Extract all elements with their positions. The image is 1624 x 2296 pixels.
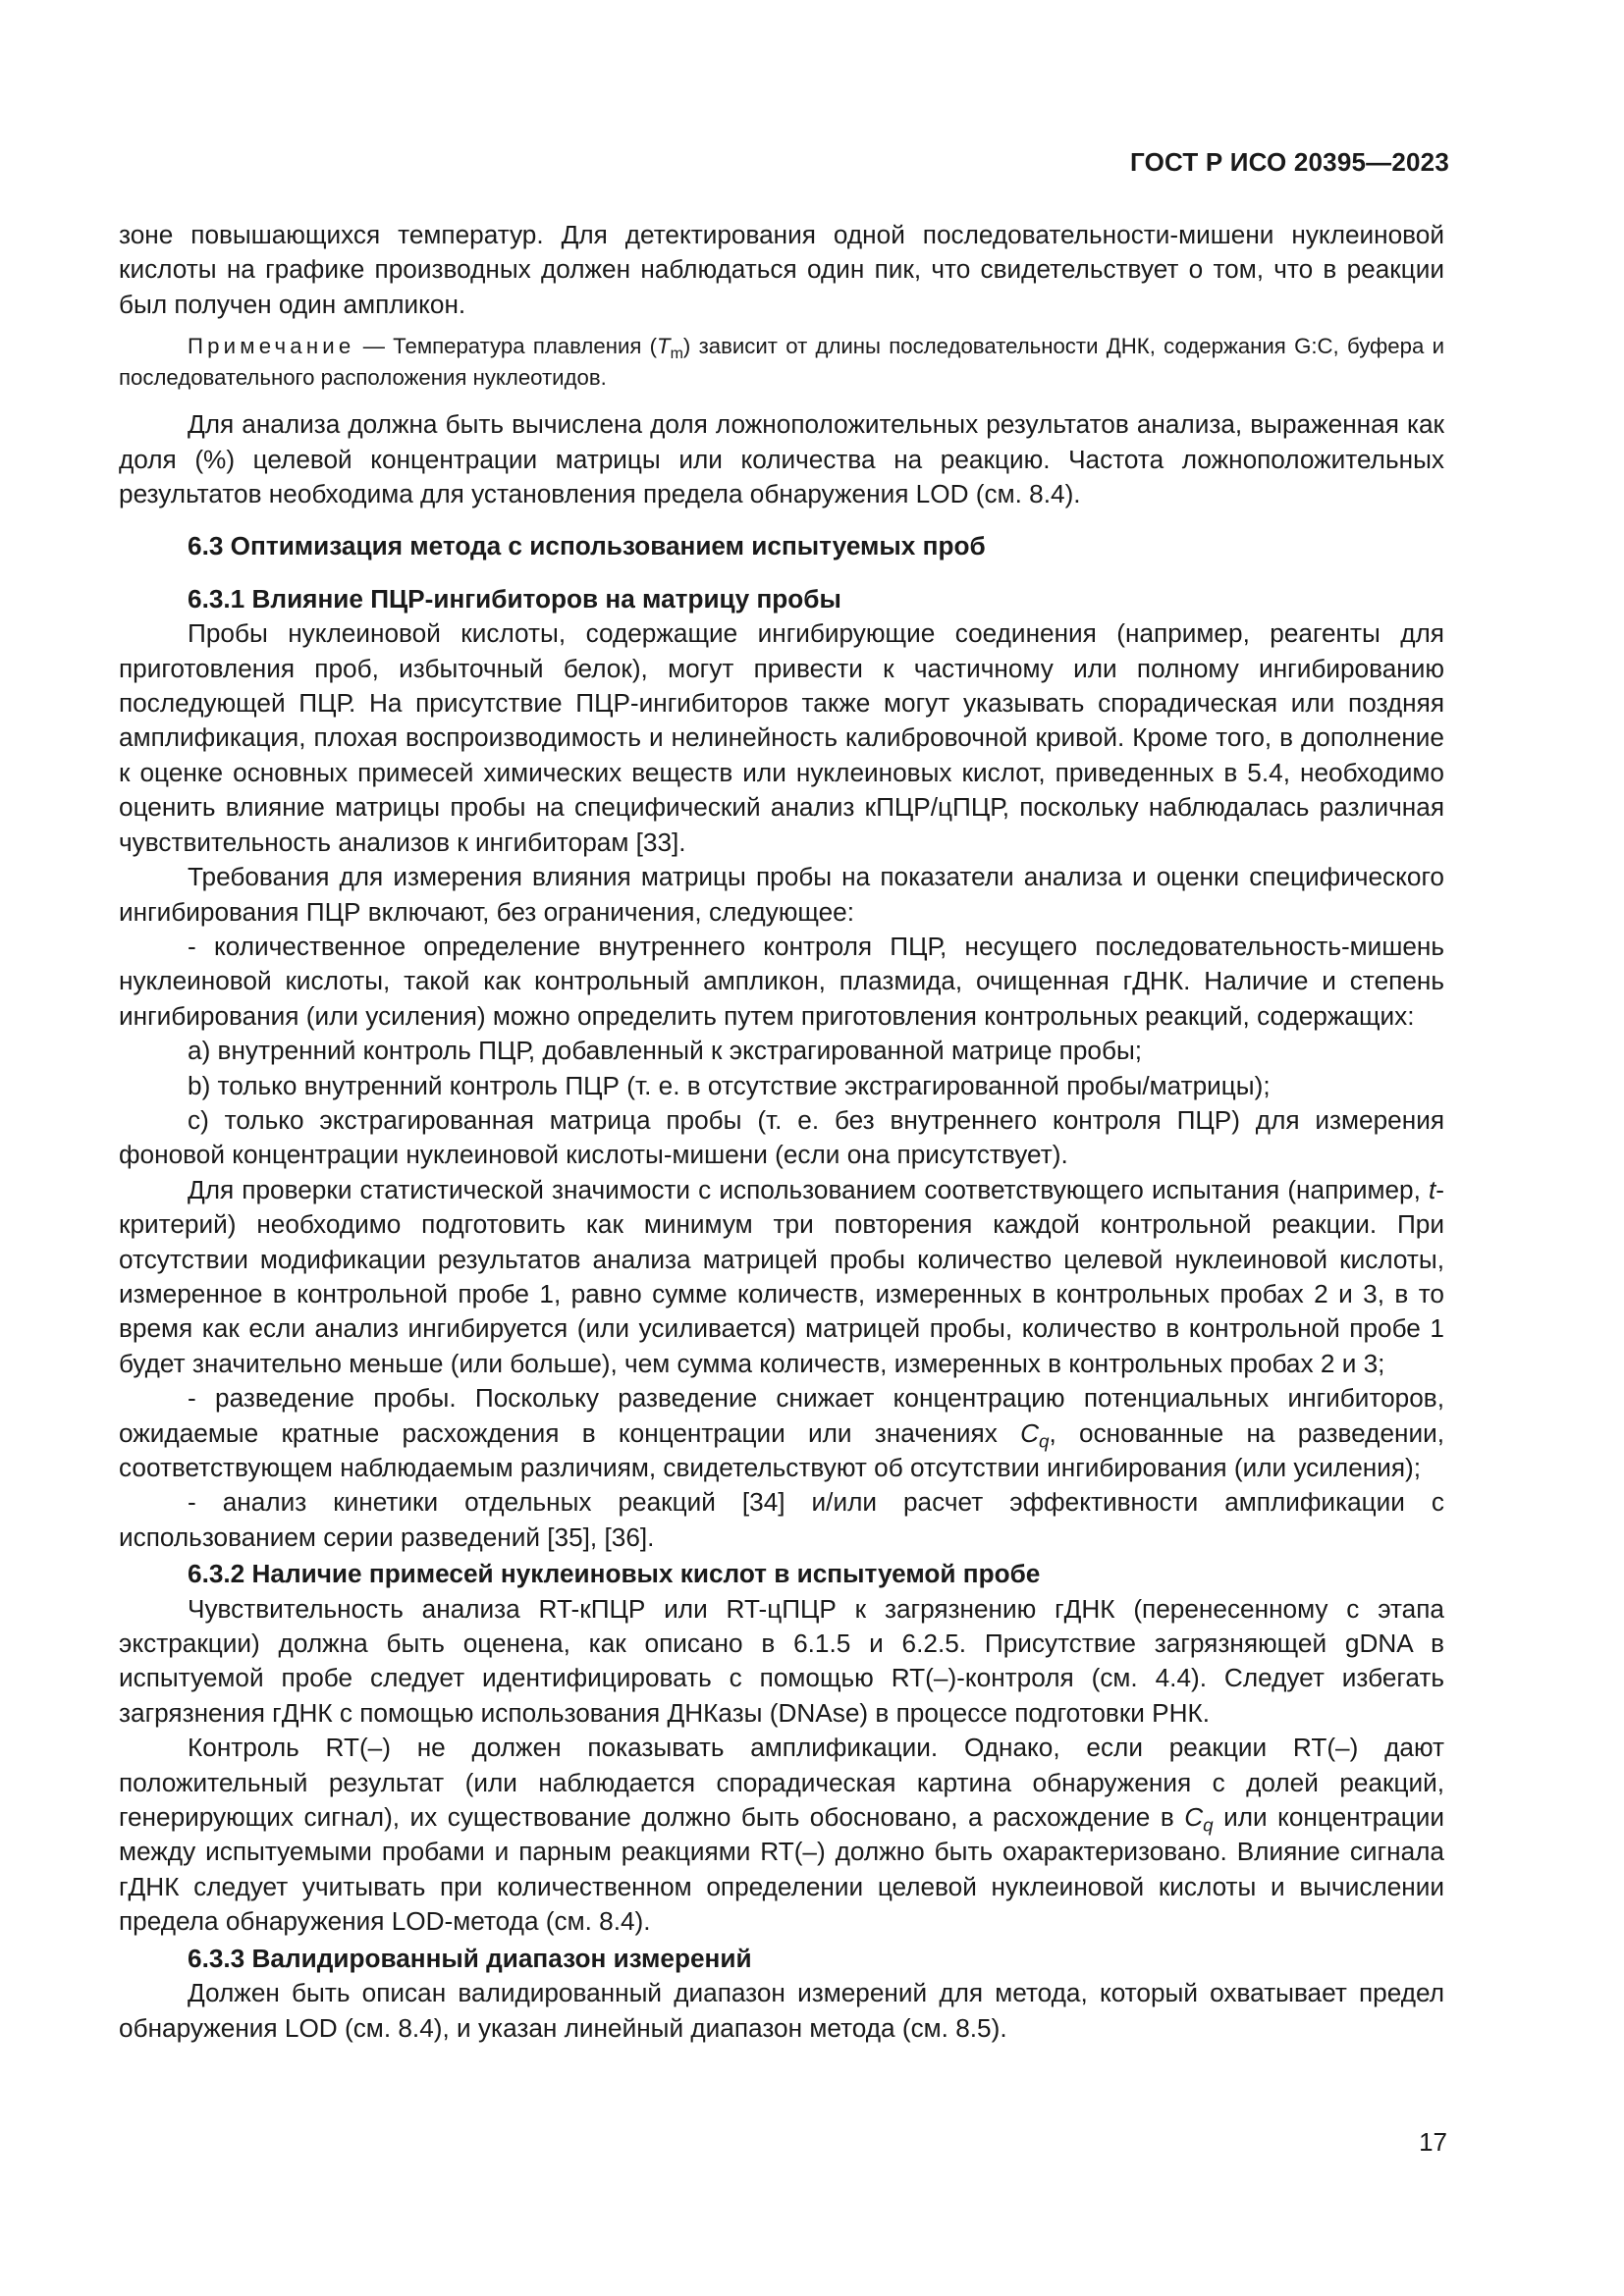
- heading-6-3-1: 6.3.1 Влияние ПЦР-ингибиторов на матрицу пробы: [188, 583, 841, 614]
- page-number: 17: [1419, 2127, 1447, 2157]
- note-label: Примечание: [188, 334, 355, 359]
- heading-6-3-2: 6.3.2 Наличие примесей нуклеиновых кислот в испытуемой пробе: [188, 1559, 1041, 1589]
- cq-subscript-letter: q: [1039, 1430, 1050, 1452]
- rt-control-text-1: Контроль RT(–) не должен показывать амплификации. Однако, если реакции RT(–) дают положительный результат (или наблюдается спорадическая картина обнаружения с долей реакций, генерирующих сигнал), их существование должно быть обосновано, а расхождение в: [119, 1733, 1444, 1833]
- paragraph-kinetics: - анализ кинетики отдельных реакций [34] и/или расчет эффективности амплификации с использованием серии разведений [35], [36].: [119, 1487, 1444, 1552]
- list-item-a: a) внутренний контроль ПЦР, добавленный к экстрагированной матрице пробы;: [188, 1036, 1143, 1066]
- paragraph-6-3-1-a: Пробы нуклеиновой кислоты, содержащие ингибирующие соединения (например, реагенты для приготовления проб, избыточный белок), могут привести к частичному или полному ингибированию последующей ПЦР. На присутствие ПЦР-ингибиторов также могут указывать спорадическая или поздняя амплификация, плохая воспроизводимость и нелинейность калибровочной кривой. Кроме того, в дополнение к оценке основных примесей химических веществ или нуклеиновых кислот, приведенных в 5.4, необходимо оценить влияние матрицы пробы на специфический анализ кПЦР/цПЦР, поскольку наблюдалась различная чувствительность анализов к ингибиторам [33].: [119, 618, 1444, 857]
- paragraph-dilution: [119, 1381, 1444, 1485]
- paragraph-statistics: [119, 1173, 1444, 1381]
- statistics-text-2: -критерий) необходимо подготовить как минимум три повторения каждой контрольной реакции. При отсутствии модификации результатов анализа матрицей пробы количество целевой нуклеиновой кислоты, измеренное в контрольной пробе 1, равно сумме количеств, измеренных в контрольных пробах 2 и 3, в то время как если анализ ингибируется (или усиливается) матрицей пробы, количество в контрольной пробе 1 будет значительно меньше (или больше), чем сумма количеств, измеренных в контрольных пробах 2 и 3;: [119, 1174, 1444, 1378]
- note-text-b: ) зависит от длины последовательности ДНК, содержания G:C, буфера и последовательного расположения нуклеотидов.: [119, 334, 1445, 391]
- note: [119, 331, 1444, 394]
- tm-subscript: m: [670, 346, 683, 362]
- paragraph-6-3-3: Должен быть описан валидированный диапазон измерений для метода, который охватывает предел обнаружения LOD (см. 8.4), и указан линейный диапазон метода (см. 8.5).: [119, 1978, 1444, 2043]
- dilution-text-2: , основанные на разведении, соответствующем наблюдаемым различиям, свидетельствуют об отсутствии ингибирования (или усиления);: [119, 1417, 1444, 1482]
- paragraph-6-3-1-b: Требования для измерения влияния матрицы пробы на показатели анализа и оценки специфического ингибирования ПЦР включают, без ограничения, следующее:: [119, 862, 1444, 927]
- paragraph-6-3-2-a: Чувствительность анализа RT-кПЦР или RT-цПЦР к загрязнению гДНК (перенесенному с этапа экстракции) должна быть оценена, как описано в 6.1.5 и 6.2.5. Присутствие загрязняющей gDNA в испытуемой пробе следует идентифицировать с помощью RT(–)-контроля (см. 4.4). Следует избегать загрязнения гДНК с помощью использования ДНКазы (DNAse) в процессе подготовки РНК.: [119, 1593, 1444, 1728]
- list-item-c: c) только экстрагированная матрица пробы (т. е. без внутреннего контроля ПЦР) для измерения фоновой концентрации нуклеиновой кислоты-мишени (если она присутствует).: [119, 1104, 1444, 1170]
- paragraph-false-positive: Для анализа должна быть вычислена доля ложноположительных результатов анализа, выраженная как доля (%) целевой концентрации матрицы или количества на реакцию. Частота ложноположительных результатов необходима для установления предела обнаружения LOD (см. 8.4).: [119, 409, 1444, 509]
- cq-symbol-2: C: [1184, 1802, 1204, 1833]
- paragraph-6-3-1-c: - количественное определение внутреннего контроля ПЦР, несущего последовательность-мишень нуклеиновой кислоты, такой как контрольный ампликон, плазмида, очищенная гДНК. Наличие и степень ингибирования (или усиления) можно определить путем приготовления контрольных реакций, содержащих:: [119, 931, 1444, 1031]
- note-text-a: — Температура плавления (: [354, 334, 658, 359]
- heading-6-3-3: 6.3.3 Валидированный диапазон измерений: [188, 1943, 752, 1973]
- tm-symbol: T: [657, 334, 671, 359]
- statistics-text-1: Для проверки статистической значимости с использованием соответствующего испытания (например,: [188, 1174, 1429, 1204]
- cq-subscript-2: [1203, 1815, 1214, 1836]
- document-body: [119, 218, 1444, 2046]
- rt-control-text-2: или концентрации между испытуемыми пробами и парным реакциями RT(–) должно быть охарактеризовано. Влияние сигнала гДНК следует учитывать при количественном определении целевой нуклеиновой кислоты и вычислении предела обнаружения LOD-метода (см. 8.4).: [119, 1802, 1445, 1937]
- paragraph-6-3-2-b: [119, 1731, 1444, 1939]
- cq-subscript: [1039, 1430, 1050, 1451]
- list-item-b: b) только внутренний контроль ПЦР (т. е. в отсутствие экстрагированной пробы/матрицы);: [188, 1070, 1271, 1100]
- document-header: ГОСТ Р ИСО 20395—2023: [1129, 147, 1449, 177]
- cq-subscript-letter-2: q: [1203, 1814, 1214, 1836]
- cq-symbol: C: [1020, 1417, 1039, 1448]
- heading-6-3: 6.3 Оптимизация метода с использованием испытуемых проб: [188, 531, 986, 561]
- t-symbol: t: [1428, 1174, 1436, 1204]
- paragraph-intro: зоне повышающихся температур. Для детектирования одной последовательности-мишени нуклеиновой кислоты на графике производных должен наблюдаться один пик, что свидетельствует о том, что в реакции был получен один ампликон.: [119, 220, 1444, 319]
- dilution-text-1: - разведение пробы. Поскольку разведение снижает концентрацию потенциальных ингибиторов, ожидаемые кратные расхождения в концентрации или значениях: [119, 1383, 1444, 1448]
